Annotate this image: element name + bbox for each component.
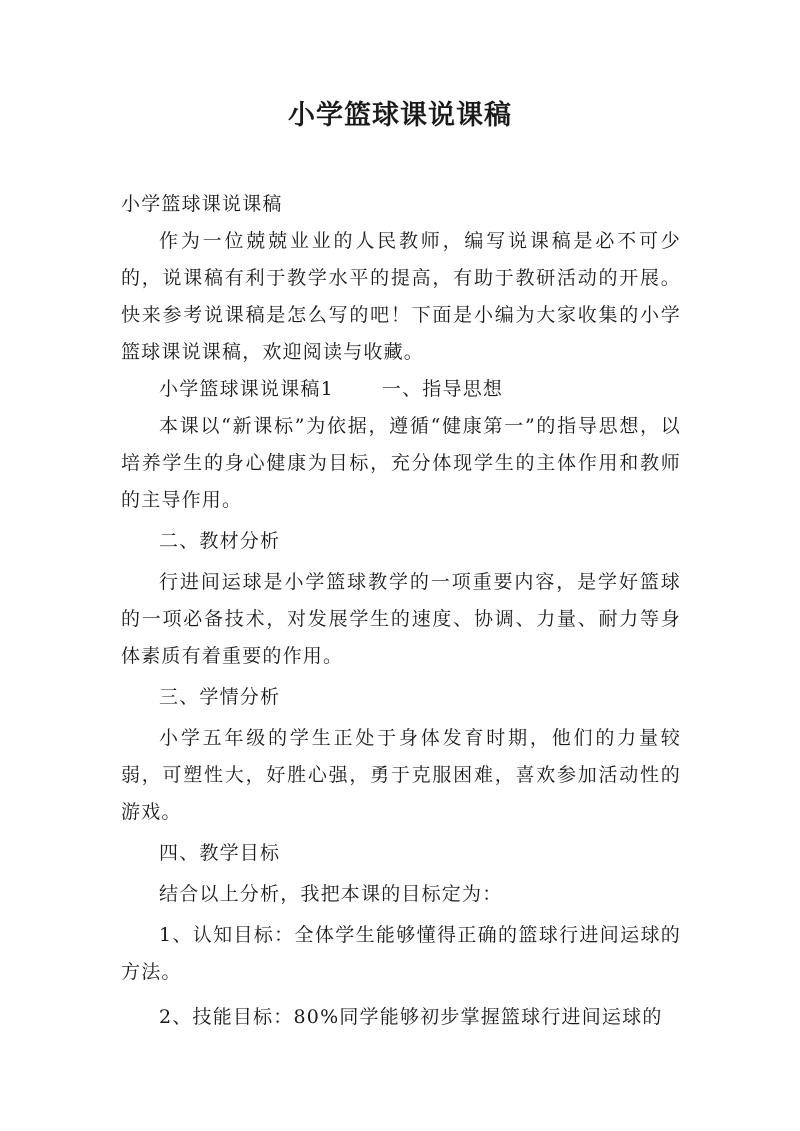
section-heading-line xyxy=(121,371,681,408)
guiding-ideology-paragraph: 本课以“新课标”为依据，遵循“健康第一”的指导思想，以培养学生的身心健康为目标，充分体现学生的主体作用和教师的主导作用。 xyxy=(121,415,681,511)
heading-teaching-goals: 四、教学目标 xyxy=(159,842,281,864)
heading-guiding-ideology: 一、指导思想 xyxy=(381,378,504,400)
skill-goal-paragraph: 2、技能目标：80%同学能够初步掌握篮球行进间运球的 xyxy=(159,1006,663,1028)
document-body xyxy=(121,186,681,1036)
lesson-title: 小学篮球课说课稿1 xyxy=(159,378,334,400)
intro-paragraph: 作为一位兢兢业业的人民教师，编写说课稿是必不可少的，说课稿有利于教学水平的提高，有助于教研活动的开展。快来参考说课稿是怎么写的吧！下面是小编为大家收集的小学篮球课说课稿，欢迎阅读与收藏。 xyxy=(121,230,681,363)
student-analysis-paragraph: 小学五年级的学生正处于身体发育时期，他们的力量较弱，可塑性大，好胜心强，勇于克服困难，喜欢参加活动性的游戏。 xyxy=(121,727,681,823)
subtitle-paragraph: 小学篮球课说课稿 xyxy=(121,193,283,215)
goals-intro-paragraph: 结合以上分析，我把本课的目标定为： xyxy=(159,883,503,905)
heading-student-analysis: 三、学情分析 xyxy=(159,686,281,708)
heading-material-analysis: 二、教材分析 xyxy=(159,530,281,552)
cognitive-goal-paragraph: 1、认知目标：全体学生能够懂得正确的篮球行进间运球的方法。 xyxy=(121,924,681,983)
material-analysis-paragraph: 行进间运球是小学篮球教学的一项重要内容，是学好篮球的一项必备技术，对发展学生的速度、协调、力量、耐力等身体素质有着重要的作用。 xyxy=(121,571,681,667)
document-title: 小学篮球课说课稿 xyxy=(288,100,512,131)
